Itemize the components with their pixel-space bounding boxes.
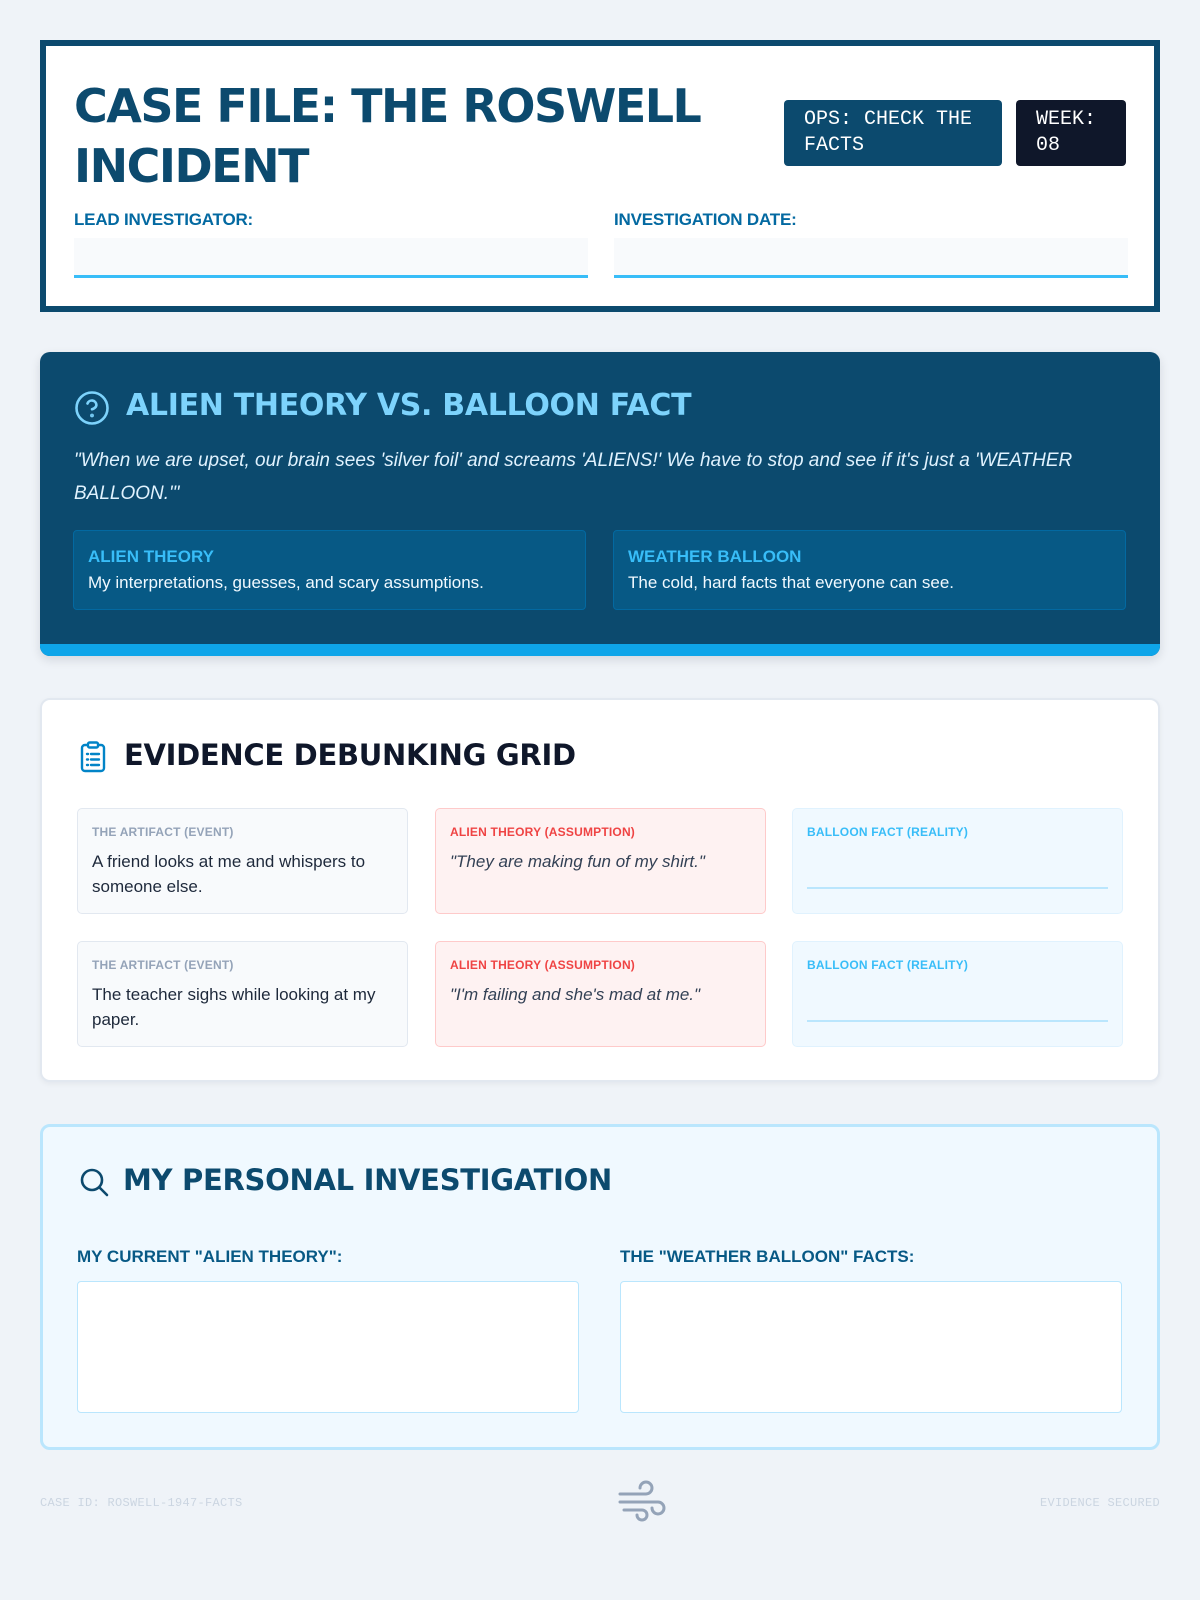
artifact-label: THE ARTIFACT (EVENT) — [92, 825, 234, 839]
page-title: CASE FILE: THE ROSWELL INCIDENT — [74, 79, 701, 193]
alien-theory-input-label: MY CURRENT "ALIEN THEORY": — [77, 1247, 343, 1266]
case-id: CASE ID: ROSWELL-1947-FACTS — [40, 1496, 243, 1510]
alien-theory-textarea[interactable] — [77, 1281, 579, 1413]
balloon-fact-input[interactable] — [807, 887, 1108, 889]
artifact-cell — [77, 808, 408, 914]
alien-theory-text: My interpretations, guesses, and scary assumptions. — [88, 573, 484, 592]
lead-investigator-label: LEAD INVESTIGATOR: — [74, 210, 254, 229]
case-header — [40, 40, 1160, 312]
artifact-label: THE ARTIFACT (EVENT) — [92, 958, 234, 972]
personal-investigation — [40, 1124, 1160, 1450]
balloon-fact-cell — [792, 941, 1123, 1047]
artifact-text: The teacher sighs while looking at my paper. — [92, 985, 376, 1029]
alien-theory-title: ALIEN THEORY — [88, 547, 214, 566]
weather-balloon-text: The cold, hard facts that everyone can see. — [628, 573, 955, 592]
theory-quote: "When we are upset, our brain sees 'silver foil' and screams 'ALIENS!' We have to stop and see if it's just a 'WEATHER BALLOON.'" — [74, 450, 1073, 504]
ops-tag: OPS: CHECK THE FACTS — [784, 100, 1002, 166]
investigation-date-label: INVESTIGATION DATE: — [614, 210, 797, 229]
artifact-text: A friend looks at me and whispers to someone else. — [92, 852, 366, 896]
balloon-fact-label: BALLOON FACT (REALITY) — [807, 825, 969, 839]
balloon-fact-cell — [792, 808, 1123, 914]
personal-title: MY PERSONAL INVESTIGATION — [123, 1163, 612, 1197]
wind-icon — [616, 1480, 670, 1524]
alien-theory-label: ALIEN THEORY (ASSUMPTION) — [450, 958, 636, 972]
search-icon — [77, 1165, 111, 1199]
alien-theory-label: ALIEN THEORY (ASSUMPTION) — [450, 825, 636, 839]
alien-theory-cell — [435, 941, 766, 1047]
evidence-status: EVIDENCE SECURED — [1039, 1496, 1160, 1510]
alien-theory-definition — [73, 530, 586, 610]
weather-balloon-definition — [613, 530, 1126, 610]
question-circle-icon — [74, 390, 110, 426]
grid-title: EVIDENCE DEBUNKING GRID — [124, 738, 576, 772]
weather-balloon-textarea[interactable] — [620, 1281, 1122, 1413]
alien-theory-text: "I'm failing and she's mad at me." — [450, 985, 701, 1004]
accent-strip — [40, 644, 1160, 656]
alien-theory-text: "They are making fun of my shirt." — [450, 852, 705, 871]
theory-banner — [40, 352, 1160, 656]
weather-balloon-title: WEATHER BALLOON — [628, 547, 802, 566]
weather-balloon-input-label: THE "WEATHER BALLOON" FACTS: — [620, 1247, 915, 1266]
theory-title: ALIEN THEORY VS. BALLOON FACT — [126, 388, 692, 423]
week-tag: WEEK: 08 — [1016, 100, 1126, 166]
investigation-date-field[interactable] — [614, 238, 1128, 278]
evidence-grid — [40, 698, 1160, 1082]
clipboard-list-icon — [76, 740, 110, 774]
artifact-cell — [77, 941, 408, 1047]
balloon-fact-input[interactable] — [807, 1020, 1108, 1022]
alien-theory-cell — [435, 808, 766, 914]
lead-investigator-field[interactable] — [74, 238, 588, 278]
balloon-fact-label: BALLOON FACT (REALITY) — [807, 958, 969, 972]
